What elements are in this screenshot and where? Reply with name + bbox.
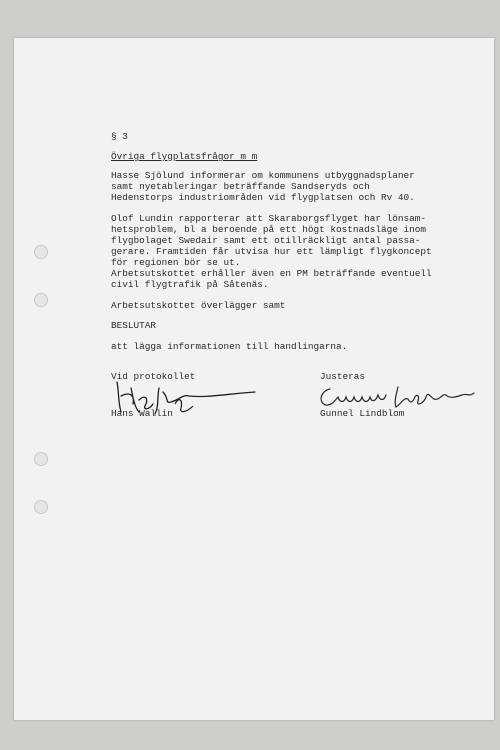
section-heading: Övriga flygplatsfrågor m m <box>111 151 258 162</box>
paragraph-line: Arbetsutskottet överlägger samt <box>111 300 286 311</box>
paragraph-line: samt nyetableringar beträffande Sandseryds och <box>111 181 370 192</box>
paragraph-line: Hasse Sjölund informerar om kommunens utbyggnadsplaner <box>111 170 415 181</box>
paragraph-line: Hedenstorps industriområden vid flygplatsen och Rv 40. <box>111 192 415 203</box>
punch-hole <box>34 452 48 466</box>
paragraph-line: gerare. Framtiden får utvisa hur ett lämpligt flygkoncept <box>111 246 432 257</box>
paragraph-line: för regionen bör se ut. <box>111 257 241 268</box>
paragraph-line: Arbetsutskottet erhåller även en PM beträffande eventuell <box>111 268 432 279</box>
paragraph-line: civil flygtrafik på Såtenäs. <box>111 279 269 290</box>
paragraph-line: hetsproblem, bl a beroende på ett högt kostnadsläge inom <box>111 224 427 235</box>
decision-text: att lägga informationen till handlingarna. <box>111 341 348 352</box>
handwritten-signature-right <box>316 383 476 411</box>
punch-hole <box>34 500 48 514</box>
punch-hole <box>34 293 48 307</box>
decision-label: BESLUTAR <box>111 320 157 331</box>
signature-right-name: Gunnel Lindblom <box>320 408 405 419</box>
punch-hole <box>34 245 48 259</box>
paragraph-line: flygbolaget Swedair samt ett otillräckligt antal passa- <box>111 235 421 246</box>
signature-left-name: Hans Wallin <box>111 408 173 419</box>
paragraph-line: Olof Lundin rapporterar att Skaraborgsflyget har lönsam- <box>111 213 427 224</box>
signature-left-label: Vid protokollet <box>111 371 196 382</box>
section-number: § 3 <box>111 131 128 142</box>
handwritten-signature-left <box>109 374 259 420</box>
signature-right-label: Justeras <box>320 371 366 382</box>
document-page <box>14 38 494 720</box>
